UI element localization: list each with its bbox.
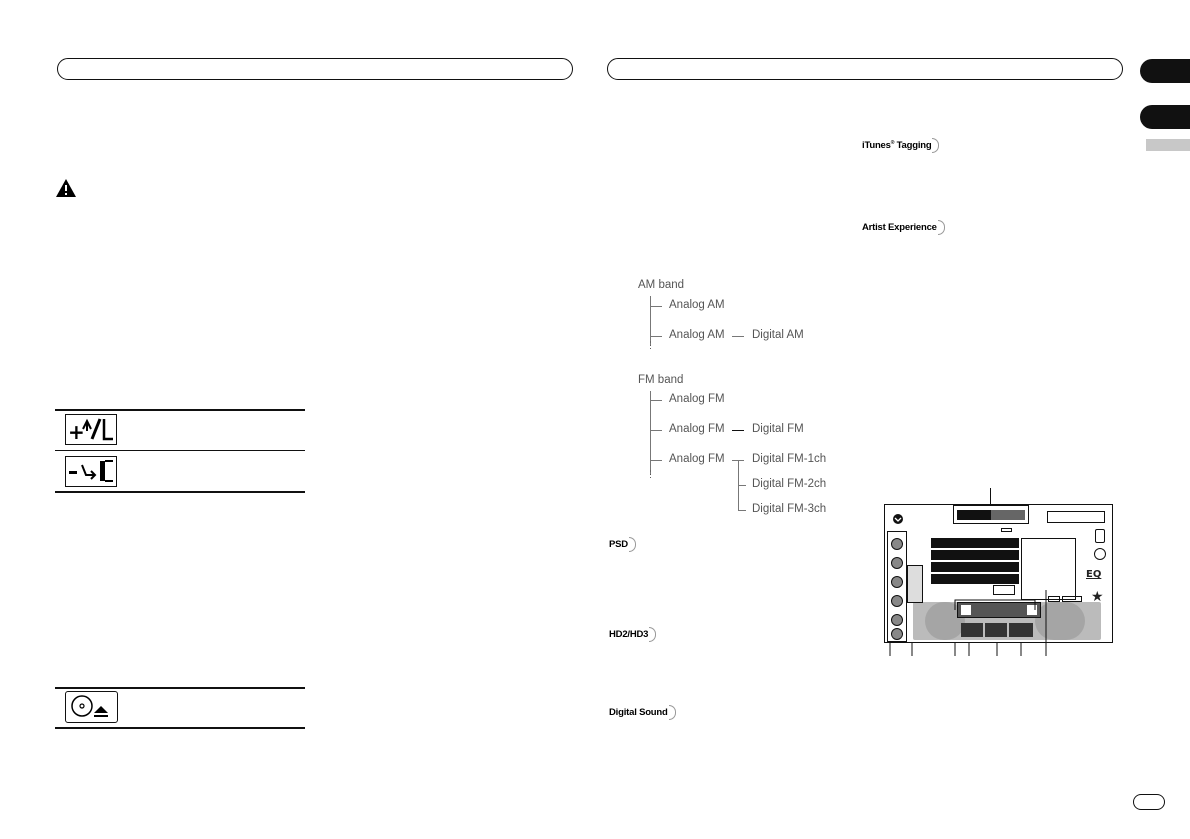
fm-branch-3 [650,460,662,461]
fm-extra-1: Digital FM-2ch [752,478,827,490]
callout-lines [880,590,1060,660]
callout-line-top [990,488,991,505]
left-page-header [57,58,573,80]
arc-icon [938,220,945,235]
language-tab [1146,139,1190,151]
preset-button [891,557,903,569]
disc-eject-icon [65,691,118,723]
warning-triangle-icon [55,178,77,198]
chapter-tab [1140,105,1190,129]
am-branch-1 [650,306,662,307]
right-page-header [607,58,1123,80]
section-tab [1140,59,1190,83]
itunes-reg-mark: ® [890,139,895,146]
fm-row-3-left: Analog FM [669,453,725,465]
tagging-text: Tagging [894,140,932,152]
fm-tree-trunk [650,391,651,475]
fm-sub-branch-3 [738,510,746,511]
fm-extra-2: Digital FM-3ch [752,503,827,515]
fm-row-2-left: Analog FM [669,423,725,435]
psd-label [609,537,636,552]
table2-rule-bottom [55,727,305,729]
small-indicator [1001,528,1012,532]
small-box [1062,596,1082,602]
svg-text:+: + [68,420,85,443]
chevron-down-icon [892,513,904,525]
fm-branch-1 [650,400,662,401]
table2-rule-top [55,687,305,689]
am-tree-trunk [650,296,651,345]
info-row [931,562,1019,572]
arc-icon [629,537,636,552]
fm-connector-2 [732,430,744,431]
info-row [931,574,1019,584]
band-grey [991,510,1025,520]
digital-sound-label [609,705,676,720]
table-rule-bottom [55,491,305,493]
band-dark [957,510,991,520]
am-row-2-left: Analog AM [669,329,725,341]
fm-band-title: FM band [638,374,684,386]
fm-more: ⋮ [646,469,655,479]
star-icon: ★ [1091,589,1104,605]
psd-text: PSD [609,539,628,551]
digital-sound-text: Digital Sound [609,707,668,719]
am-row-1-left: Analog AM [669,299,725,311]
page-number-badge [1133,794,1165,810]
fm-branch-2 [650,430,662,431]
seek-up-icon [65,414,117,445]
am-row-2-right: Digital AM [752,329,804,341]
itunes-tagging-label [862,138,939,153]
am-more: ⋮ [646,340,655,350]
info-row [931,538,1019,548]
phone-icon [1095,529,1105,543]
preset-button [891,538,903,550]
table-rule-mid [55,450,305,451]
am-connector [732,336,744,337]
arc-icon [669,705,676,720]
preset-button [891,576,903,588]
seek-down-icon [65,456,117,487]
arc-icon [932,138,939,153]
table-rule-top [55,409,305,411]
am-branch-2 [650,336,662,337]
artist-experience-text: Artist Experience [862,222,937,234]
hd2-hd3-text: HD2/HD3 [609,629,649,641]
clock-box [1047,511,1105,523]
am-band-title: AM band [638,279,685,291]
fm-sub-branch-2 [738,485,746,486]
fm-row-2-right: Digital FM [752,423,804,435]
fm-row-3-right: Digital FM-1ch [752,453,827,465]
arc-icon [649,627,656,642]
search-icon [1094,548,1106,560]
hd2-hd3-label [609,627,656,642]
eq-label: EQ [1086,569,1102,580]
artist-experience-label [862,220,945,235]
band-indicator [953,505,1029,524]
itunes-text: iTunes [862,140,891,152]
fm-row-1-left: Analog FM [669,393,725,405]
info-row [931,550,1019,560]
